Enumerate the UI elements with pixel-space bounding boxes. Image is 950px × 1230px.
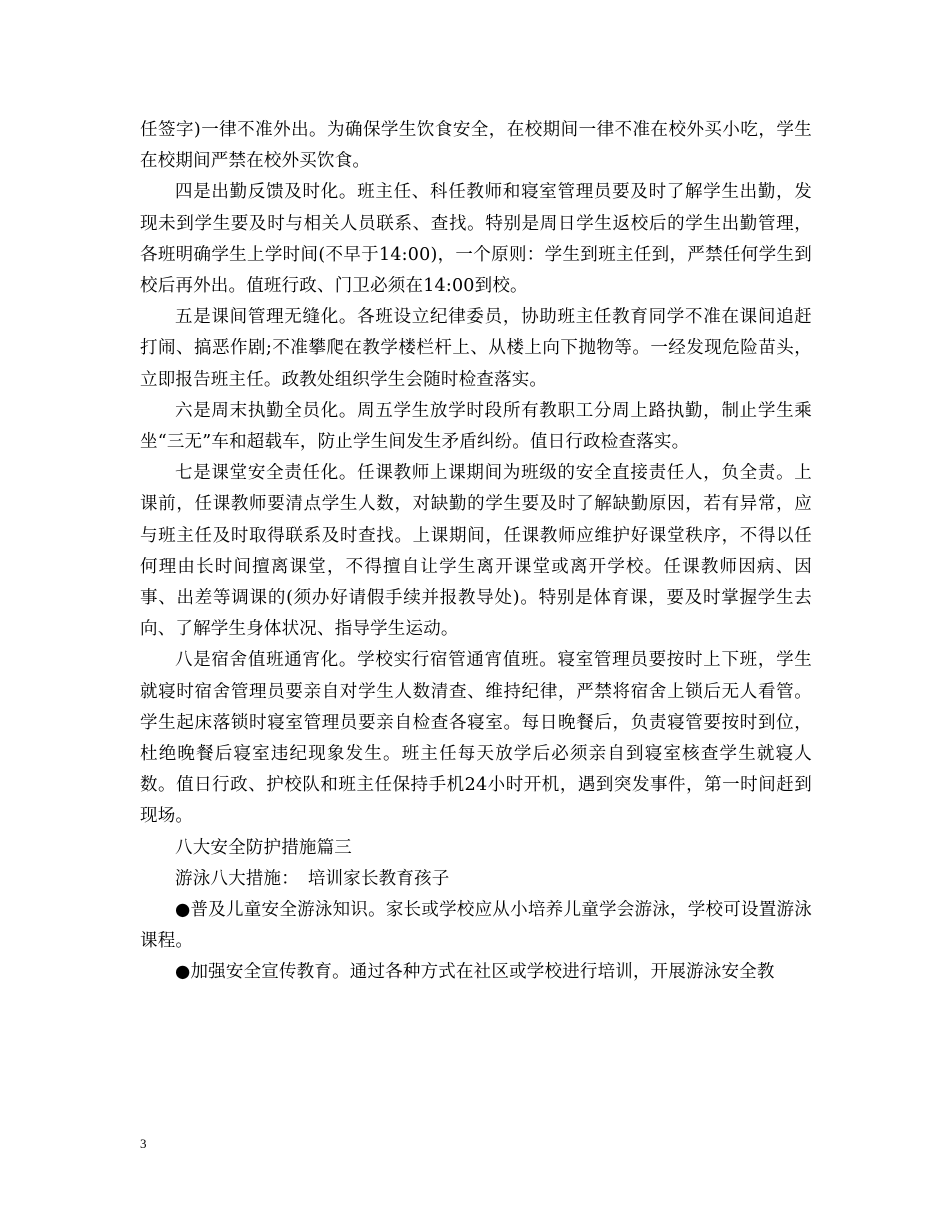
bullet-item-safety-education: ●加强安全宣传教育。通过各种方式在社区或学校进行培训，开展游泳安全教 xyxy=(175,962,775,983)
subsection-heading: 游泳八大措施： 培训家长教育孩子 xyxy=(175,868,450,889)
paragraph-dormitory-duty: 八是宿舍值班通宵化。学校实行宿管通宵值班。寝室管理员要按时上下班，学生就寝时宿舍管理员要亲自对学生人数清查、维持纪律，严禁将宿舍上锁后无人看管。学生起床落锁时寝室管理员要亲自检查各寝室。每日晚餐后，负责寝管要按时到位，杜绝晚餐后寝室违纪现象发生。班主任每天放学后必须亲自到寝室核查学生就寝人数。值日行政、护校队和班主任保持手机24小时开机，遇到突发事件，第一时间赶到现场。 xyxy=(140,650,812,827)
paragraph-classroom-safety: 七是课堂安全责任化。任课教师上课期间为班级的安全直接责任人，负全责。上课前，任课教师要清点学生人数，对缺勤的学生要及时了解缺勤原因，若有异常，应与班主任及时取得联系及时查找。上课期间，任课教师应维护好课堂秩序，不得以任何理由长时间擅离课堂，不得擅自让学生离开课堂或离开学校。任课教师因病、因事、出差等调课的(须办好请假手续并报教导处)。特别是体育课，要及时掌握学生去向、了解学生身体状况、指导学生运动。 xyxy=(140,463,812,640)
section-heading: 八大安全防护措施篇三 xyxy=(175,837,352,858)
document-body xyxy=(140,115,812,989)
paragraph-break-management: 五是课间管理无缝化。各班设立纪律委员，协助班主任教育同学不准在课间追赶打闹、搞恶作剧;不准攀爬在教学楼栏杆上、从楼上向下抛物等。一经发现危险苗头，立即报告班主任。政教处组织学生会随时检查落实。 xyxy=(140,307,812,390)
paragraph-weekend-duty: 六是周末执勤全员化。周五学生放学时段所有教职工分周上路执勤，制止学生乘坐“三无”车和超载车，防止学生间发生矛盾纠纷。值日行政检查落实。 xyxy=(140,400,812,453)
bullet-item-swim-knowledge: ●普及儿童安全游泳知识。家长或学校应从小培养儿童学会游泳，学校可设置游泳课程。 xyxy=(140,900,812,952)
paragraph-attendance-feedback: 四是出勤反馈及时化。班主任、科任教师和寝室管理员要及时了解学生出勤，发现未到学生要及时与相关人员联系、查找。特别是周日学生返校后的学生出勤管理，各班明确学生上学时间(不早于14:00)，一个原则：学生到班主任到，严禁任何学生到校后再外出。值班行政、门卫必须在14:00到校。 xyxy=(140,182,812,297)
paragraph-continuation: 任签字)一律不准外出。为确保学生饮食安全，在校期间一律不准在校外买小吃，学生在校期间严禁在校外买饮食。 xyxy=(140,120,812,172)
page-number: 3 xyxy=(140,1136,147,1151)
